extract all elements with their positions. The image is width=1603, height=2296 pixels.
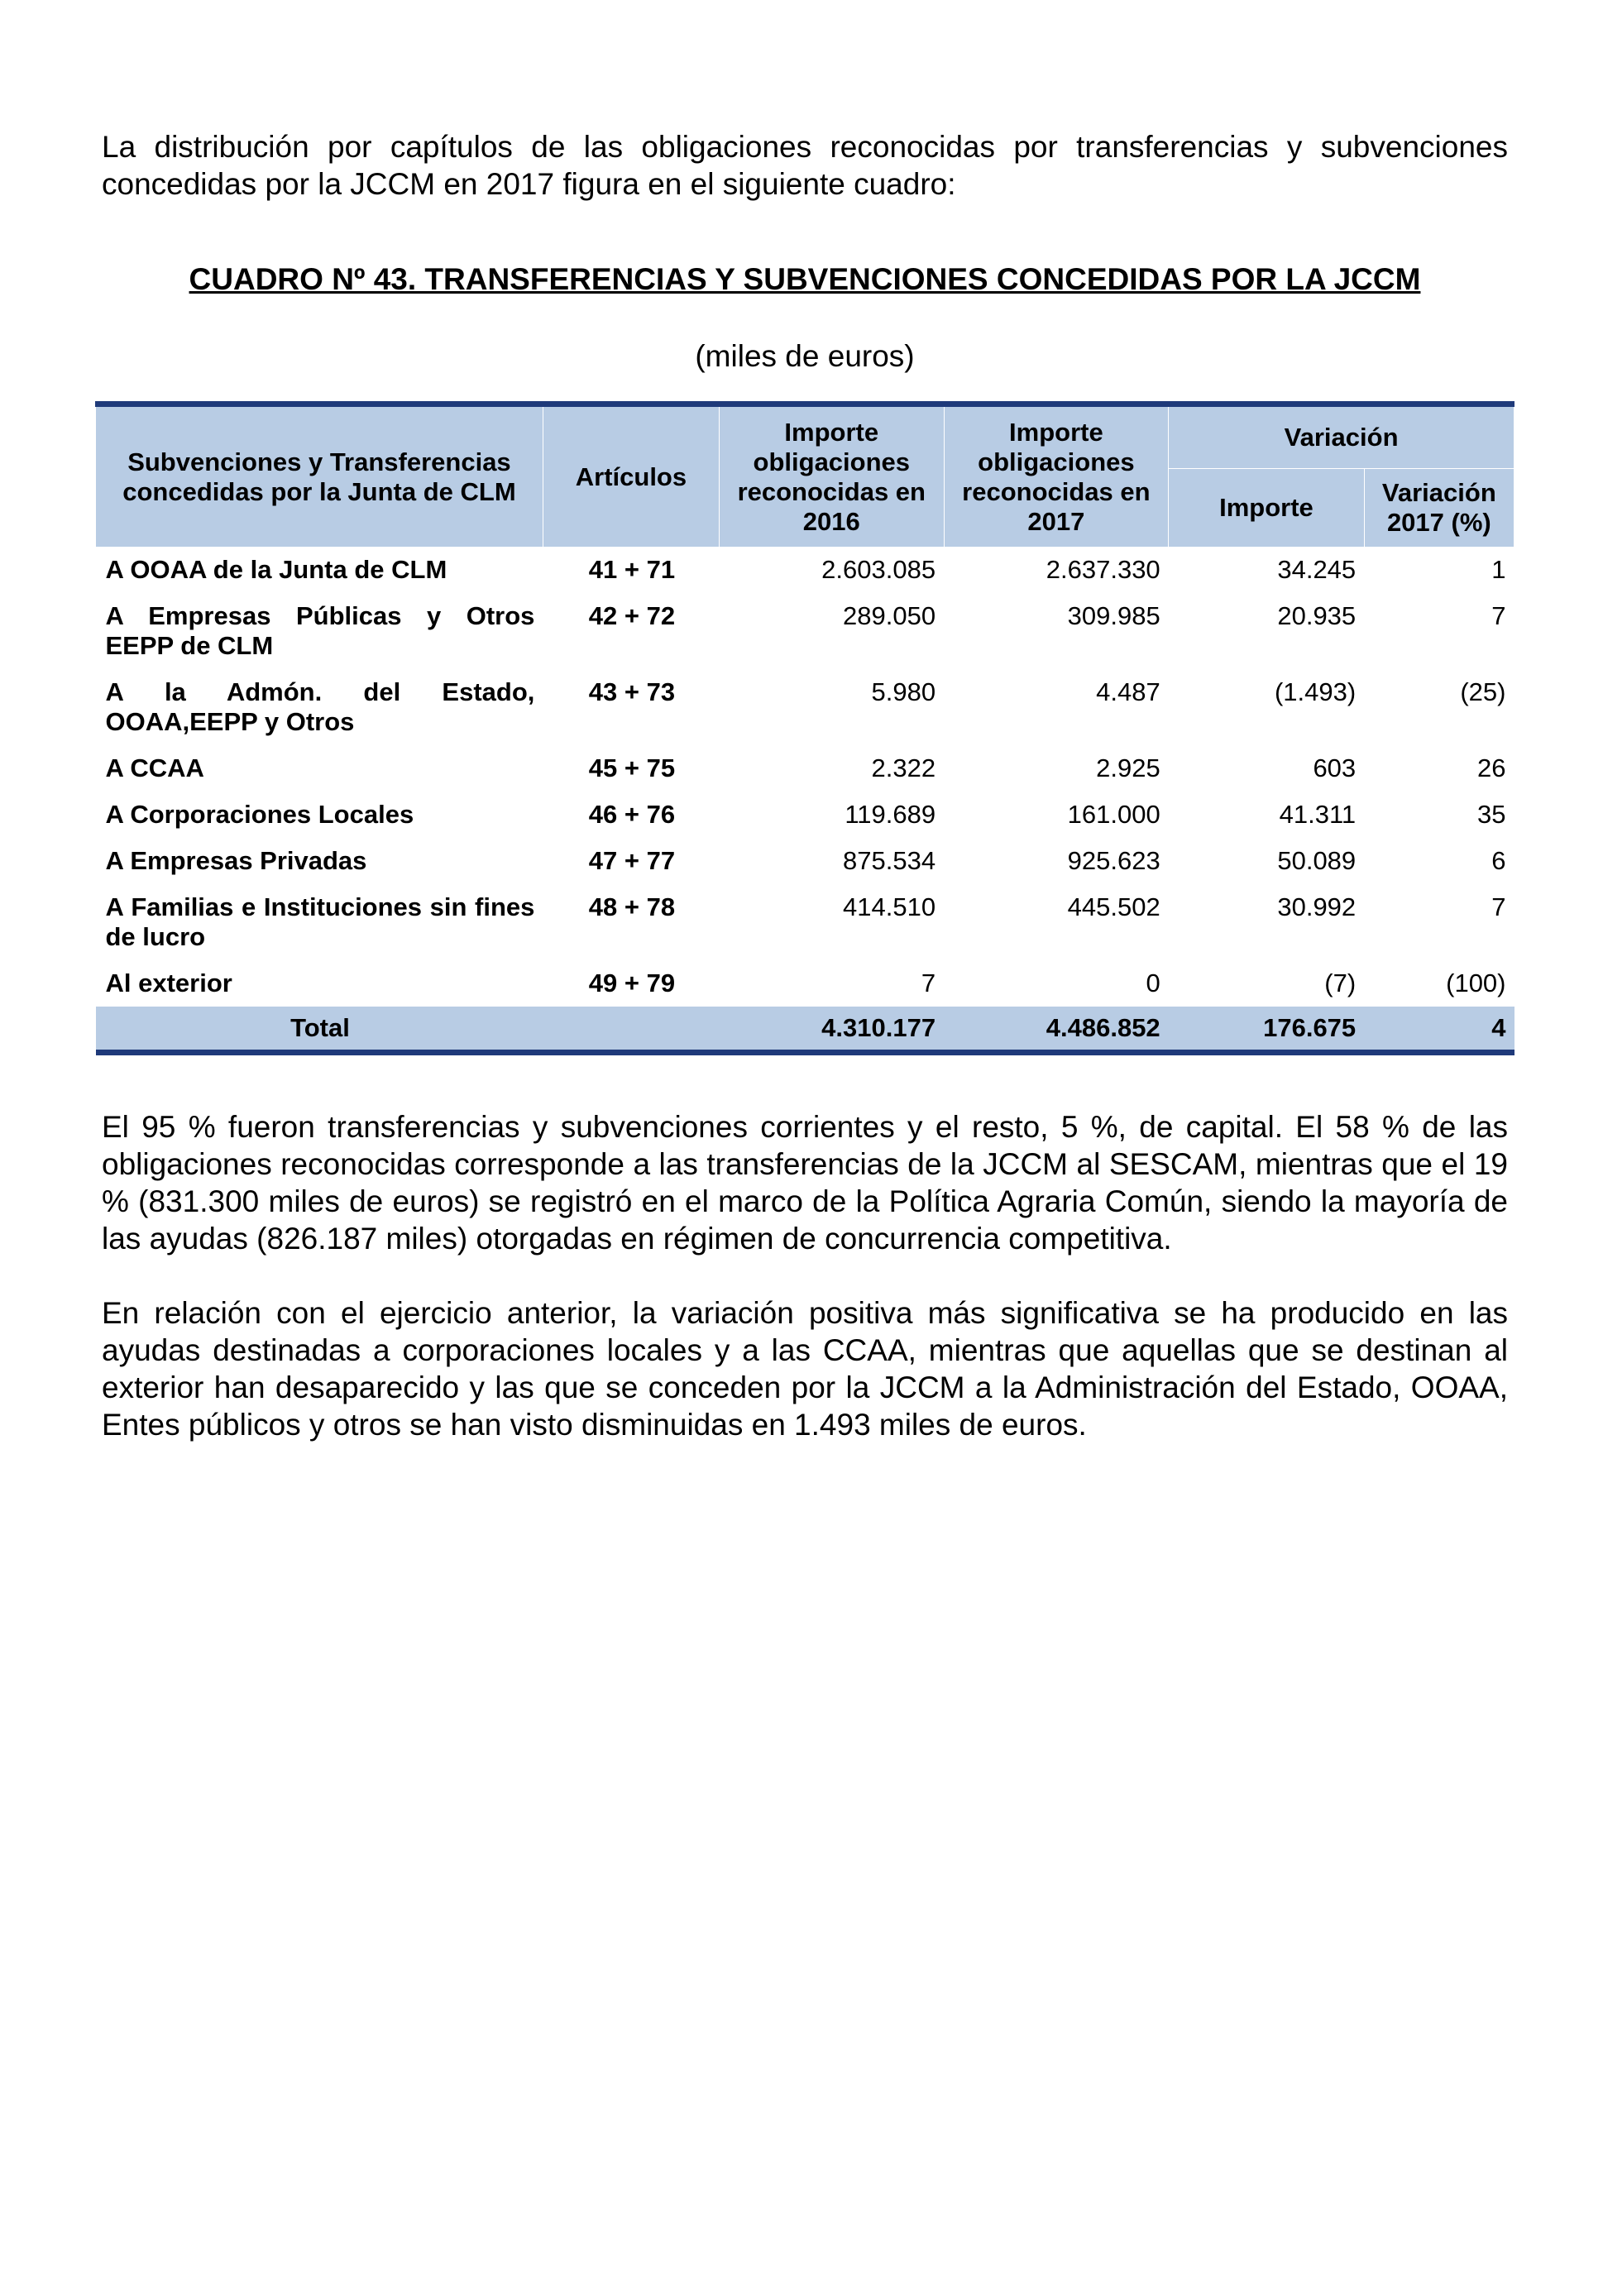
articles-cell: 47 + 77 [588,846,676,875]
table-row [96,884,1514,960]
table-body [96,547,1514,1053]
intro-paragraph: La distribución por capítulos de las obligaciones reconocidas por transferencias y subvenciones concedidas por la JCCM en 2017 figura en el siguiente cuadro: [102,130,1508,201]
variation-amount-cell: 603 [1313,753,1357,782]
paragraph-variation: En relación con el ejercicio anterior, la variación positiva más significativa se ha producido en las ayudas destinadas a corporaciones locales y a las CCAA, mientras que aquellas que se destinan al exterior han desaparecido y las que se conceden por la JCCM a la Administración del Estado, OOAA, Entes públicos y otros se han visto disminuidas en 1.493 miles de euros. [102,1296,1508,1442]
paragraph-composition: El 95 % fueron transferencias y subvenciones corrientes y el resto, 5 %, de capital. El 58 % de las obligaciones reconocidas corresponde a las transferencias de la JCCM al SESCAM, mientras que el 19 % (831.300 miles de euros) se registró en el marco de la Política Agraria Común, siendo la mayoría de las ayudas (826.187 miles) otorgadas en régimen de concurrencia competitiva. [102,1110,1508,1256]
concept-cell: A OOAA de la Junta de CLM [105,555,447,584]
header-var-importe: Importe [1169,469,1364,548]
variation-amount-cell: (7) [1324,969,1357,997]
articles-cell [543,1007,719,1053]
total-row [96,1007,1514,1053]
table-row [96,838,1514,884]
variation-amount-cell: 20.935 [1277,601,1357,630]
variation-amount-cell: 30.992 [1277,892,1357,921]
analysis-text [102,1108,1508,1443]
variation-pct-cell: 26 [1477,753,1506,782]
variation-amount-cell: 41.311 [1279,800,1357,829]
variation-pct-cell: 1 [1491,555,1506,584]
articles-cell: 45 + 75 [588,753,676,782]
concept-cell: A Empresas Públicas y Otros EEPP de CLM [105,601,535,660]
table-units: (miles de euros) [695,339,915,373]
variation-amount-cell: 34.245 [1277,555,1357,584]
variation-amount-cell: 176.675 [1169,1007,1364,1053]
concept-cell: A Corporaciones Locales [105,800,414,829]
amount-2016-cell: 119.689 [845,800,936,829]
header-var-pct: Variación 2017 (%) [1364,469,1514,548]
articles-cell: 43 + 73 [588,677,676,706]
concept-cell: A CCAA [105,753,204,782]
header-variation: Variación [1169,404,1514,469]
amount-2016-cell: 7 [921,969,936,997]
concept-cell: Al exterior [105,969,232,997]
amount-2016-cell: 875.534 [843,846,936,875]
amount-2017-cell: 161.000 [1067,800,1160,829]
amount-2017-cell: 4.487 [1096,677,1160,706]
variation-pct-cell: 7 [1491,601,1506,630]
amount-2017-cell: 445.502 [1067,892,1160,921]
concept-cell: A la Admón. del Estado, OOAA,EEPP y Otros [105,677,535,736]
articles-cell: 49 + 79 [588,969,676,997]
variation-pct-cell: 35 [1477,800,1506,829]
amount-2017-cell: 4.486.852 [944,1007,1169,1053]
amount-2017-cell: 309.985 [1067,601,1160,630]
table-row [96,960,1514,1007]
concept-cell: Total [96,1007,543,1053]
amount-2017-cell: 0 [1146,969,1160,997]
header-2016: Importe obligaciones reconocidas en 2016 [719,404,944,548]
articles-cell: 42 + 72 [588,601,676,630]
amount-2016-cell: 289.050 [843,601,936,630]
variation-amount-cell: 50.089 [1277,846,1357,875]
table-row [96,547,1514,593]
variation-pct-cell: (25) [1460,677,1506,706]
table-row [96,745,1514,792]
table-row [96,792,1514,838]
variation-pct-cell: 4 [1364,1007,1514,1053]
amount-2016-cell: 4.310.177 [719,1007,944,1053]
articles-cell: 48 + 78 [588,892,676,921]
header-2017: Importe obligaciones reconocidas en 2017 [944,404,1169,548]
header-concept: Subvenciones y Transferencias concedidas por la Junta de CLM [96,404,543,548]
table-title: CUADRO Nº 43. TRANSFERENCIAS Y SUBVENCIONES CONCEDIDAS POR LA JCCM [189,262,1421,296]
amount-2016-cell: 2.603.085 [821,555,936,584]
table-row [96,669,1514,745]
header-articles: Artículos [543,404,719,548]
transfers-table [95,401,1514,1055]
amount-2017-cell: 2.925 [1096,753,1160,782]
amount-2016-cell: 414.510 [843,892,936,921]
amount-2017-cell: 925.623 [1067,846,1160,875]
document-header [102,128,1508,375]
variation-pct-cell: (100) [1446,969,1506,997]
articles-cell: 41 + 71 [588,555,676,584]
concept-cell: A Familias e Instituciones sin fines de lucro [105,892,535,951]
amount-2016-cell: 5.980 [871,677,936,706]
variation-pct-cell: 6 [1491,846,1506,875]
amount-2017-cell: 2.637.330 [1046,555,1160,584]
amount-2016-cell: 2.322 [871,753,936,782]
table-row [96,593,1514,669]
concept-cell: A Empresas Privadas [105,846,367,875]
variation-pct-cell: 7 [1491,892,1506,921]
variation-amount-cell: (1.493) [1274,677,1357,706]
articles-cell: 46 + 76 [588,800,676,829]
